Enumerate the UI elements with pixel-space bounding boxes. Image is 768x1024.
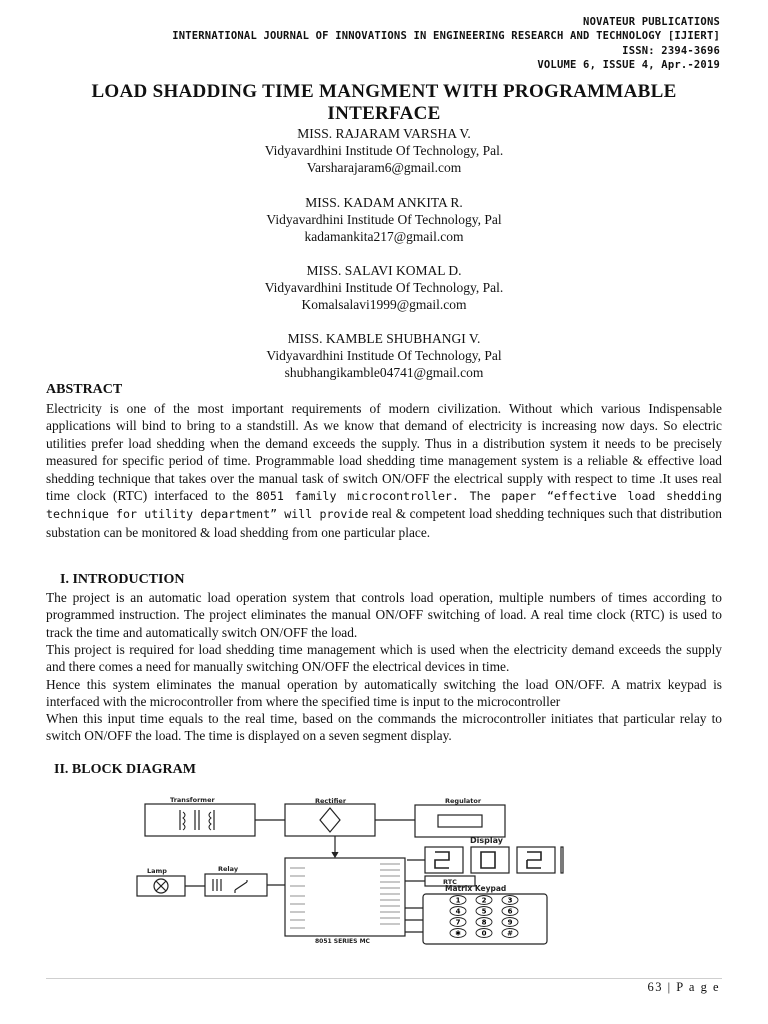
regulator-block [415, 805, 505, 837]
page-number: 63 | P a g e [647, 980, 720, 994]
mcu-label: 8051 SERIES MC [315, 938, 370, 945]
keypad-key-label: 8 [481, 918, 487, 927]
transformer-label: Transformer [170, 796, 215, 804]
relay-label: Relay [218, 865, 239, 873]
author-name: MISS. SALAVI KOMAL D. [306, 263, 462, 278]
author-affiliation: Vidyavardhini Institude Of Technology, Pal [266, 212, 502, 227]
seven-segment-digit [471, 847, 509, 873]
author-name: MISS. RAJARAM VARSHA V. [297, 126, 471, 141]
keypad-key-label: # [507, 929, 513, 938]
paper-title-line2: INTERFACE [327, 103, 441, 124]
keypad-key-label: 0 [481, 929, 487, 938]
intro-paragraph-3: Hence this system eliminates the manual operation by automatically switching the load ON/OFF. A matrix keypad is interfaced with the microcontroller from where the specified time is input to the microcontroller [46, 677, 722, 710]
block-diagram-heading: II. BLOCK DIAGRAM [54, 762, 196, 777]
author-affiliation: Vidyavardhini Institude Of Technology, Pal. [264, 143, 504, 158]
issn: ISSN: 2394-3696 [622, 45, 720, 57]
author-email: Komalsalavi1999@gmail.com [301, 297, 467, 312]
paper-title-line1: LOAD SHADDING TIME MANGMENT WITH PROGRAMMABLE [91, 81, 677, 102]
lamp-label: Lamp [147, 867, 167, 875]
volume-issue: VOLUME 6, ISSUE 4, Apr.-2019 [537, 59, 720, 71]
keypad-key-label: 5 [481, 907, 487, 916]
intro-paragraph-1: The project is an automatic load operation system that controls load operation, multiple numbers of times according to programmed instruction. The project eliminates the manual ON/OFF switching of load. A real time clock (RTC) is used to track the time and automatically switch ON/OFF the load. [46, 590, 722, 640]
transformer-block [145, 804, 255, 836]
abstract-heading: ABSTRACT [46, 382, 123, 397]
seven-segment-digit [561, 847, 563, 873]
keypad-label: Matrix Keypad [445, 884, 507, 893]
author-affiliation: Vidyavardhini Institude Of Technology, Pal. [264, 280, 504, 295]
author-affiliation: Vidyavardhini Institude Of Technology, Pal [266, 348, 502, 363]
keypad-key-label: 1 [455, 896, 461, 905]
keypad-key-label: 6 [507, 907, 513, 916]
rtc-label: RTC [443, 878, 457, 886]
keypad-key-label: ✱ [455, 929, 461, 938]
introduction-heading: I. INTRODUCTION [60, 572, 185, 587]
rectifier-label: Rectifier [315, 797, 347, 805]
block-diagram [125, 790, 565, 950]
author-email: shubhangikamble04741@gmail.com [284, 365, 484, 380]
author-name: MISS. KADAM ANKITA R. [305, 195, 463, 210]
intro-paragraph-2: This project is required for load shedding time management which is used when the electricity demand exceeds the supply and there comes a need for manually switching ON/OFF the electrical devices in time. [46, 642, 722, 675]
keypad-key-label: 2 [481, 896, 487, 905]
footer-divider [46, 978, 722, 979]
keypad-key-label: 7 [455, 918, 461, 927]
display-label: Display [470, 836, 503, 845]
keypad-key-label: 3 [507, 896, 513, 905]
author-name: MISS. KAMBLE SHUBHANGI V. [287, 331, 481, 346]
intro-paragraph-4: When this input time equals to the real time, based on the commands the microcontroller initiates that particular relay to switch ON/OFF the load. The time is displayed on a seven segment display. [46, 711, 722, 744]
regulator-label: Regulator [445, 797, 482, 805]
relay-block [205, 874, 267, 896]
abstract-text: Electricity is one of the most important requirements of modern civilization. Without which various Indispensable applications will bind to bring to a standstill. As we know that demand of electricity is increasing now days. So electric utilities prefer load shedding when the demand exceeds the supply. Thus in a distribution system it needs to be precisely measured for specific period of time. Programmable load shedding time management system is a reliable & effective load shedding technique that takes over the manual task of switch ON/OFF the electrical supply with respect to time .It uses real time clock (RTC) interfaced to the 8051 family microcontroller. The paper “effective load shedding technique for utility department” will provide real & competent load shedding techniques such that distribution substation can be monitored & load shedding from one particular place. [46, 401, 722, 540]
keypad-key-label: 4 [455, 907, 461, 916]
publisher-name: NOVATEUR PUBLICATIONS [583, 16, 720, 28]
author-email: kadamankita217@gmail.com [304, 229, 464, 244]
keypad-key-label: 9 [507, 918, 513, 927]
author-email: Varsharajaram6@gmail.com [306, 160, 462, 175]
journal-name: INTERNATIONAL JOURNAL OF INNOVATIONS IN ENGINEERING RESEARCH AND TECHNOLOGY [IJIERT] [172, 30, 720, 42]
